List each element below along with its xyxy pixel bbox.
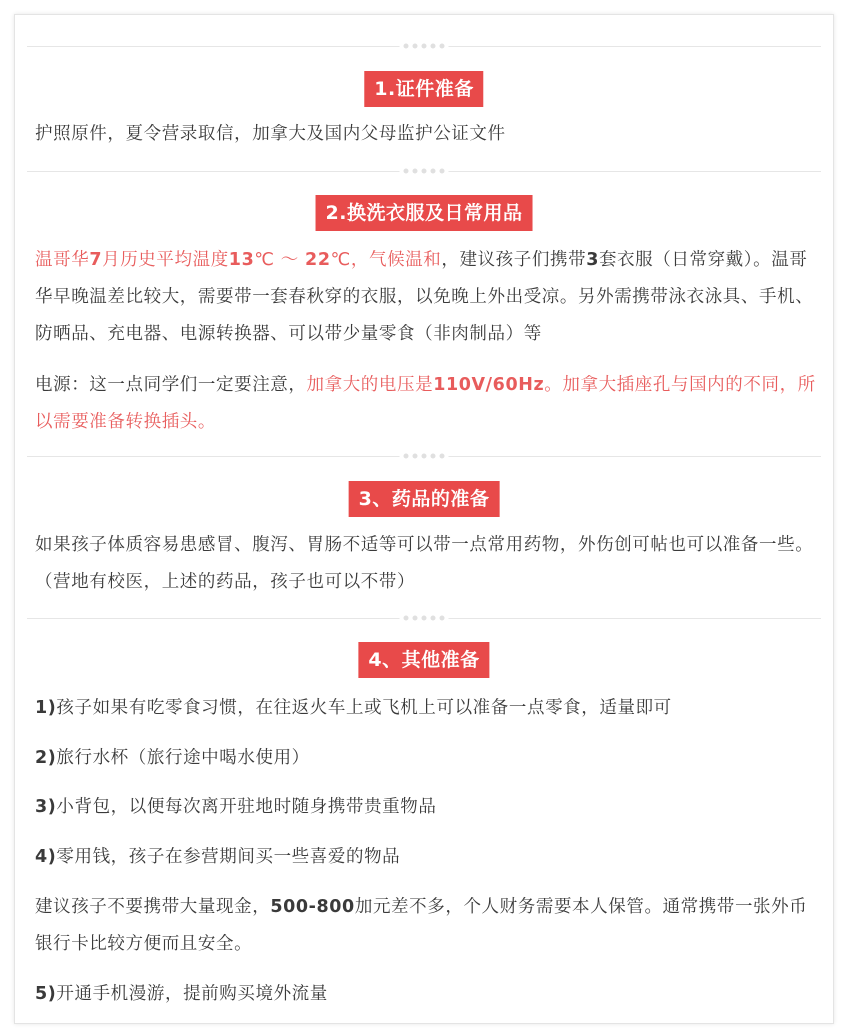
section-heading-clothes: 2.换洗衣服及日常用品	[316, 195, 533, 231]
list-item: 1)孩子如果有吃零食习惯，在往返火车上或飞机上可以准备一点零食，适量即可	[35, 698, 672, 718]
section-heading-other: 4、其他准备	[358, 642, 489, 678]
clothes-text: 温哥华7月历史平均温度13℃ ～ 22℃，气候温和，建议孩子们携带3套衣服（日常穿戴）。温哥华早晚温差比较大，需要带一套春秋穿的衣服，以免晚上外出受凉。另外需携带泳衣泳具、手机、防晒品、充电器、电源转换器、可以带少量零食（非肉制品）等	[35, 250, 814, 344]
divider-dots	[400, 616, 449, 621]
section-divider	[27, 456, 821, 457]
list-item: 4)零用钱，孩子在参营期间买一些喜爱的物品	[35, 847, 401, 867]
section-divider	[27, 618, 821, 619]
divider-dots	[400, 169, 449, 174]
article-card	[14, 14, 834, 1024]
section-divider	[27, 171, 821, 172]
divider-dots	[400, 44, 449, 49]
documents-text: 护照原件，夏令营录取信，加拿大及国内父母监护公证文件	[35, 124, 506, 144]
list-item: 2)旅行水杯（旅行途中喝水使用）	[35, 748, 310, 768]
list-item: 3)小背包，以便每次离开驻地时随身携带贵重物品	[35, 797, 437, 817]
section-heading-documents: 1.证件准备	[364, 71, 483, 107]
list-item: 5)开通手机漫游，提前购买境外流量	[35, 984, 328, 1004]
section-heading-medicine: 3、药品的准备	[349, 481, 500, 517]
medicine-text: 如果孩子体质容易患感冒、腹泻、胃肠不适等可以带一点常用药物，外伤创可帖也可以准备一些。（营地有校医，上述的药品，孩子也可以不带）	[35, 535, 814, 592]
section-divider	[27, 46, 821, 47]
power-text: 电源：这一点同学们一定要注意，加拿大的电压是110V/60Hz。加拿大插座孔与国内的不同，所以需要准备转换插头。	[35, 375, 816, 432]
divider-dots	[400, 454, 449, 459]
cash-text: 建议孩子不要携带大量现金，500-800加元差不多，个人财务需要本人保管。通常携带一张外币银行卡比较方便而且安全。	[35, 897, 808, 954]
